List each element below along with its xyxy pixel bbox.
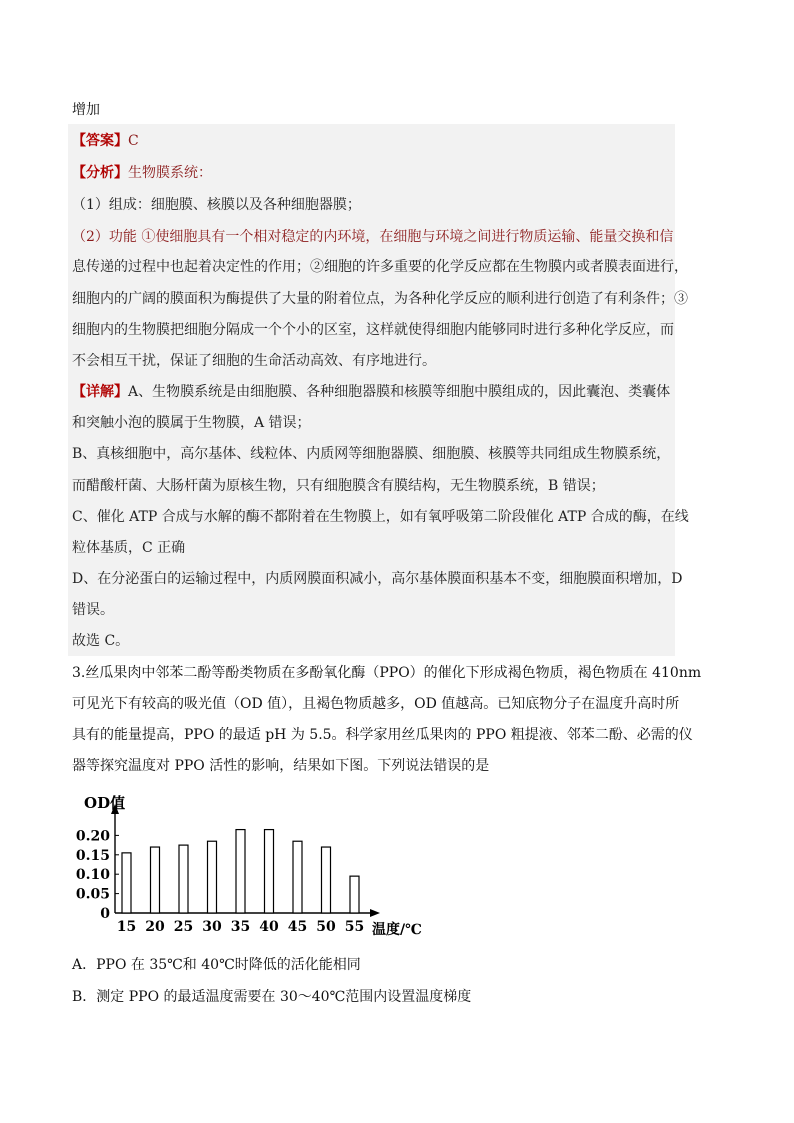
detail-text-9: 故选 C。 [72,633,130,649]
answer-line [72,131,139,151]
detail-line [72,382,670,402]
analysis-text-6: 不会相互干扰，保证了细胞的生命活动高效、有序地进行。 [72,353,436,369]
bar [236,830,245,913]
y-tick-label: 0.05 [75,886,110,903]
detail-text-6: 粒体基质，C 正确 [72,540,186,556]
x-tick-label: 50 [316,919,336,935]
x-tick-label: 30 [202,919,222,935]
analysis-text-2: （2）功能 ①使细胞具有一个相对稳定的内环境，在细胞与环境之间进行物质运输、能量交换和信 [72,229,674,245]
question-text-3: 具有的能量提高，PPO 的最适 pH 为 5.5。科学家用丝瓜果肉的 PPO 粗提液、邻苯二酚、必需的仪 [72,727,693,743]
answer-tag: 【答案】 [72,133,128,149]
question-text-4: 器等探究温度对 PPO 活性的影响，结果如下图。下列说法错误的是 [72,758,490,774]
od-bar-chart [70,788,440,944]
question-text-2: 可见光下有较高的吸光值（OD 值），且褐色物质越多，OD 值越高。已知底物分子在温度升高时所 [72,696,680,712]
y-tick-label: 0.15 [75,847,110,864]
y-axis-label: OD值 [84,794,126,812]
bar [322,847,331,913]
x-tick-label: 35 [230,919,251,935]
bar [122,853,131,913]
bar [208,841,217,913]
bar [179,845,188,913]
x-axis-arrow [370,909,380,917]
analysis-text-1: （1）组成：细胞膜、核膜以及各种细胞器膜； [72,197,361,213]
y-tick-label: 0 [100,906,110,922]
analysis-text-4: 细胞内的广阔的膜面积为酶提供了大量的附着位点，为各种化学反应的顺利进行创造了有利条件；③ [72,291,688,307]
option-b[interactable]: B．测定 PPO 的最适温度需要在 30～40℃范围内设置温度梯度 [72,989,472,1005]
detail-text-5: C、催化 ATP 合成与水解的酶不都附着在生物膜上，如有氧呼吸第二阶段催化 ATP 合成的酶，在线 [72,509,689,525]
y-tick-label: 0.20 [75,828,110,845]
bar [293,841,302,913]
bar [151,847,160,913]
analysis-text-5: 细胞内的生物膜把细胞分隔成一个个小的区室，这样就使得细胞内能够同时进行多种化学反应，而 [72,322,674,338]
x-tick-label: 40 [259,919,279,935]
analysis-value: 生物膜系统： [128,165,212,181]
y-tick-label: 0.10 [75,867,110,884]
question-text-1: 3.丝瓜果肉中邻苯二酚等酚类物质在多酚氧化酶（PPO）的催化下形成褐色物质，褐色物质在 410nm [72,665,702,681]
x-tick-label: 25 [173,919,194,935]
x-tick-label: 55 [344,919,365,935]
detail-text-7: D、在分泌蛋白的运输过程中，内质网膜面积减小，高尔基体膜面积基本不变，细胞膜面积增加，D [72,571,683,587]
bar [350,876,359,913]
detail-tag: 【详解】 [72,384,128,400]
x-tick-label: 15 [116,919,137,935]
detail-text-8: 错误。 [72,602,114,618]
option-a[interactable]: A．PPO 在 35℃和 40℃时降低的活化能相同 [72,957,361,973]
detail-text-2: 和突触小泡的膜属于生物膜，A 错误； [72,415,311,431]
x-tick-label: 45 [287,919,308,935]
x-axis-label: 温度/℃ [372,922,422,938]
detail-text-3: B、真核细胞中，高尔基体、线粒体、内质网等细胞器膜、细胞膜、核膜等共同组成生物膜系统， [72,446,671,462]
x-tick-label: 20 [145,919,165,935]
text-line: 增加 [72,102,100,118]
bar [265,830,274,913]
answer-value: C [128,133,139,149]
analysis-tag: 【分析】 [72,165,128,181]
detail-text-1: A、生物膜系统是由细胞膜、各种细胞器膜和核膜等细胞中膜组成的，因此囊泡、类囊体 [128,384,671,400]
detail-text-4: 而醋酸杆菌、大肠杆菌为原核生物，只有细胞膜含有膜结构，无生物膜系统，B 错误； [72,478,605,494]
analysis-text-3: 息传递的过程中也起着决定性的作用；②细胞的许多重要的化学反应都在生物膜内或者膜表面进行， [72,259,688,275]
analysis-line [72,163,212,183]
